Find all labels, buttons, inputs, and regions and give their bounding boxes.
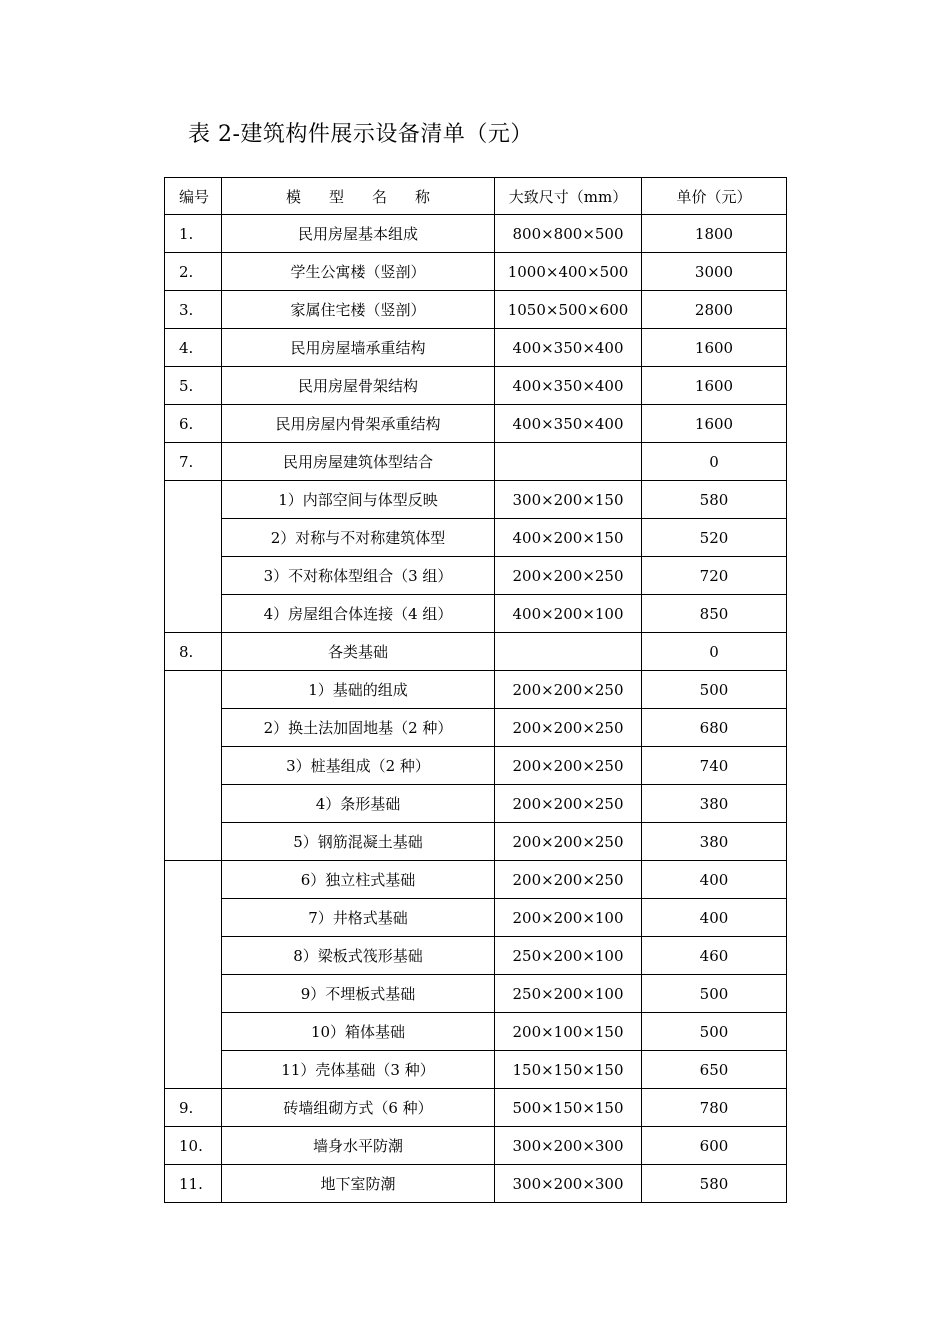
cell-name: 3）桩基组成（2 种）: [222, 747, 495, 785]
cell-price: 3000: [642, 253, 787, 291]
cell-name: 9）不埋板式基础: [222, 975, 495, 1013]
table-title: 表 2-建筑构件展示设备清单（元）: [188, 122, 533, 147]
cell-name: 2）对称与不对称建筑体型: [222, 519, 495, 557]
cell-no: 5.: [165, 367, 222, 405]
table-row: [165, 443, 787, 481]
cell-no: [165, 671, 222, 861]
cell-price: 680: [642, 709, 787, 747]
cell-price: 580: [642, 481, 787, 519]
cell-size: 400×200×150: [495, 519, 642, 557]
cell-name: 墙身水平防潮: [222, 1127, 495, 1165]
table-row: [165, 1051, 787, 1089]
cell-name: 地下室防潮: [222, 1165, 495, 1203]
cell-name: 各类基础: [222, 633, 495, 671]
header-name-char: 名: [372, 187, 388, 206]
table-row: [165, 481, 787, 519]
table-row: [165, 899, 787, 937]
cell-name: 家属住宅楼（竖剖）: [222, 291, 495, 329]
cell-no: 7.: [165, 443, 222, 481]
cell-price: 0: [642, 443, 787, 481]
cell-no: 4.: [165, 329, 222, 367]
table-row: [165, 1013, 787, 1051]
table-row: [165, 633, 787, 671]
cell-size: 300×200×300: [495, 1165, 642, 1203]
table-row: [165, 861, 787, 899]
cell-price: 850: [642, 595, 787, 633]
cell-price: 380: [642, 785, 787, 823]
cell-no: 8.: [165, 633, 222, 671]
cell-no: 11.: [165, 1165, 222, 1203]
cell-size: 400×350×400: [495, 329, 642, 367]
cell-price: 1800: [642, 215, 787, 253]
cell-size: 300×200×300: [495, 1127, 642, 1165]
cell-price: 1600: [642, 405, 787, 443]
table-header-row: [165, 178, 787, 215]
cell-name: 8）梁板式筏形基础: [222, 937, 495, 975]
table-row: [165, 329, 787, 367]
cell-size: 200×200×250: [495, 671, 642, 709]
table-body: [165, 215, 787, 1203]
cell-size: 250×200×100: [495, 975, 642, 1013]
cell-name: 10）箱体基础: [222, 1013, 495, 1051]
cell-name: 1）内部空间与体型反映: [222, 481, 495, 519]
cell-price: 1600: [642, 329, 787, 367]
cell-price: 650: [642, 1051, 787, 1089]
table-row: [165, 671, 787, 709]
cell-no: [165, 481, 222, 633]
cell-name: 砖墙组砌方式（6 种）: [222, 1089, 495, 1127]
cell-price: 400: [642, 861, 787, 899]
table-row: [165, 291, 787, 329]
cell-name: 民用房屋建筑体型结合: [222, 443, 495, 481]
cell-size: 200×200×250: [495, 785, 642, 823]
cell-size: 200×200×250: [495, 557, 642, 595]
cell-no: 6.: [165, 405, 222, 443]
cell-size: 800×800×500: [495, 215, 642, 253]
header-name-char: 模: [285, 187, 301, 206]
cell-size: 500×150×150: [495, 1089, 642, 1127]
table-row: [165, 253, 787, 291]
cell-size: [495, 633, 642, 671]
table-row: [165, 823, 787, 861]
cell-price: 600: [642, 1127, 787, 1165]
cell-price: 460: [642, 937, 787, 975]
cell-price: 780: [642, 1089, 787, 1127]
cell-size: 200×200×100: [495, 899, 642, 937]
cell-no: 9.: [165, 1089, 222, 1127]
table-row: [165, 785, 787, 823]
cell-size: 300×200×150: [495, 481, 642, 519]
cell-name: 民用房屋内骨架承重结构: [222, 405, 495, 443]
cell-size: 150×150×150: [495, 1051, 642, 1089]
cell-no: 2.: [165, 253, 222, 291]
table-row: [165, 1127, 787, 1165]
cell-name: 11）壳体基础（3 种）: [222, 1051, 495, 1089]
cell-size: [495, 443, 642, 481]
table-row: [165, 1165, 787, 1203]
cell-name: 3）不对称体型组合（3 组）: [222, 557, 495, 595]
cell-price: 740: [642, 747, 787, 785]
cell-name: 民用房屋墙承重结构: [222, 329, 495, 367]
cell-no: [165, 861, 222, 1089]
cell-price: 500: [642, 671, 787, 709]
cell-name: 学生公寓楼（竖剖）: [222, 253, 495, 291]
cell-price: 380: [642, 823, 787, 861]
equipment-table: [164, 177, 787, 1203]
cell-no: 10.: [165, 1127, 222, 1165]
cell-price: 580: [642, 1165, 787, 1203]
cell-size: 1050×500×600: [495, 291, 642, 329]
cell-name: 民用房屋基本组成: [222, 215, 495, 253]
cell-name: 民用房屋骨架结构: [222, 367, 495, 405]
cell-size: 200×100×150: [495, 1013, 642, 1051]
table-row: [165, 215, 787, 253]
table-row: [165, 747, 787, 785]
cell-size: 200×200×250: [495, 747, 642, 785]
cell-name: 7）井格式基础: [222, 899, 495, 937]
table-row: [165, 367, 787, 405]
table-row: [165, 519, 787, 557]
cell-price: 400: [642, 899, 787, 937]
cell-price: 1600: [642, 367, 787, 405]
header-name-char: 称: [415, 187, 431, 206]
cell-no: 1.: [165, 215, 222, 253]
cell-price: 720: [642, 557, 787, 595]
cell-size: 400×350×400: [495, 405, 642, 443]
cell-size: 400×200×100: [495, 595, 642, 633]
cell-size: 400×350×400: [495, 367, 642, 405]
cell-name: 2）换土法加固地基（2 种）: [222, 709, 495, 747]
header-price: 单价（元）: [642, 178, 787, 215]
table-row: [165, 557, 787, 595]
cell-size: 200×200×250: [495, 861, 642, 899]
cell-no: 3.: [165, 291, 222, 329]
cell-name: 1）基础的组成: [222, 671, 495, 709]
cell-size: 1000×400×500: [495, 253, 642, 291]
cell-price: 520: [642, 519, 787, 557]
cell-price: 500: [642, 1013, 787, 1051]
cell-name: 4）房屋组合体连接（4 组）: [222, 595, 495, 633]
cell-name: 4）条形基础: [222, 785, 495, 823]
table-row: [165, 405, 787, 443]
table-row: [165, 1089, 787, 1127]
cell-size: 250×200×100: [495, 937, 642, 975]
table-row: [165, 937, 787, 975]
header-size: 大致尺寸（mm）: [495, 178, 642, 215]
header-name-char: 型: [328, 187, 344, 206]
header-no: 编号: [165, 178, 222, 215]
cell-size: 200×200×250: [495, 709, 642, 747]
cell-name: 6）独立柱式基础: [222, 861, 495, 899]
cell-price: 2800: [642, 291, 787, 329]
cell-price: 0: [642, 633, 787, 671]
header-name: [222, 178, 495, 215]
cell-name: 5）钢筋混凝土基础: [222, 823, 495, 861]
table-row: [165, 709, 787, 747]
table-row: [165, 975, 787, 1013]
cell-size: 200×200×250: [495, 823, 642, 861]
table-row: [165, 595, 787, 633]
cell-price: 500: [642, 975, 787, 1013]
